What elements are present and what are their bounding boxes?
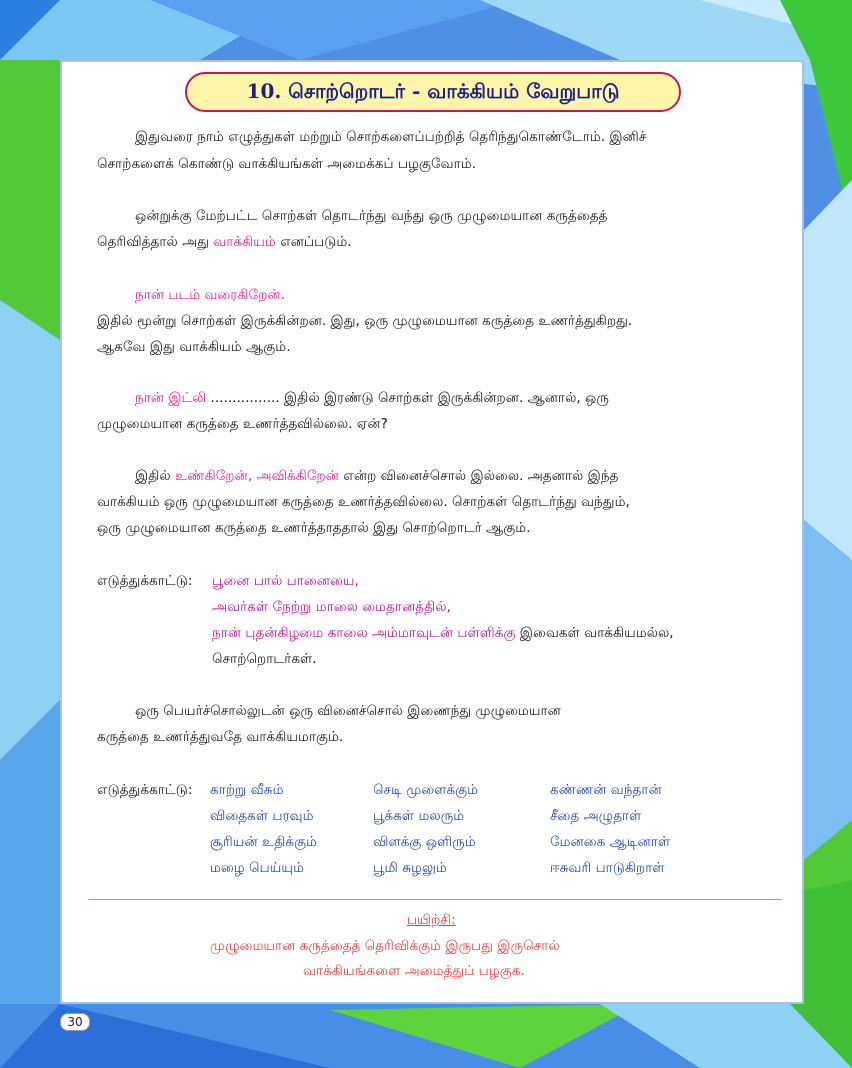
para2-text-b: எனப்படும். bbox=[275, 234, 352, 250]
sentence-c3-r4: ஈசுவரி பாடுகிறாள் bbox=[550, 860, 665, 876]
para4-line2: கருத்தை உணர்த்துவதே வாக்கியமாகும். bbox=[97, 729, 344, 745]
para3-line2: வாக்கியம் ஒரு முழுமையான கருத்தை உணர்த்தவில்லை. சொற்கள் தொடர்ந்து வந்தும், bbox=[97, 494, 630, 510]
sentence-c2-r3: விளக்கு ஒளிரும் bbox=[373, 834, 476, 850]
exercise-heading: பயிற்சி: bbox=[407, 912, 456, 928]
para3-line3: ஒரு முழுமையான கருத்தை உணர்த்தாததால் இது சொற்றொடர் ஆகும். bbox=[97, 520, 531, 536]
phrase-item-1: பூனை பால் பானையை, bbox=[212, 573, 359, 589]
para3-text-a: இதில் bbox=[135, 468, 175, 484]
sentence-c1-r1: காற்று வீசும் bbox=[210, 782, 284, 798]
para3-line1 bbox=[135, 467, 618, 485]
sentence-c2-r1: செடி முளைக்கும் bbox=[373, 782, 479, 798]
para1-line2: சொற்களைக் கொண்டு வாக்கியங்கள் அமைக்கப் பழகுவோம். bbox=[97, 156, 477, 172]
example1-line1: இதில் மூன்று சொற்கள் இருக்கின்றன. இது, ஒரு முழுமையான கருத்தை உணர்த்துகிறது. bbox=[97, 313, 633, 329]
sentence-c2-r4: பூமி சுழலும் bbox=[373, 860, 447, 876]
example2-rest: இதில் இரண்டு சொற்கள் இருக்கின்றன. ஆனால், ஒரு bbox=[284, 390, 610, 406]
exercise-line1: முழுமையான கருத்தைத் தெரிவிக்கும் இருபது இருசொல் bbox=[210, 938, 560, 954]
example2-line2: முழுமையான கருத்தை உணர்த்தவில்லை. ஏன்? bbox=[97, 416, 388, 432]
sentence-c3-r2: சீதை அழுதாள் bbox=[550, 808, 642, 824]
para2-line2 bbox=[97, 233, 352, 251]
phrase-item-2: அவர்கள் நேற்று மாலை மைதானத்தில், bbox=[212, 599, 451, 615]
phrase-item-4: சொற்றொடர்கள். bbox=[212, 651, 317, 667]
phrase-item-3-line bbox=[212, 624, 674, 642]
para4-line1: ஒரு பெயர்ச்சொல்லுடன் ஒரு வினைச்சொல் இணைந்து முழுமையான bbox=[135, 703, 561, 719]
sentence-c1-r4: மழை பெய்யும் bbox=[210, 860, 305, 876]
title-banner bbox=[185, 72, 681, 112]
page-number: 30 bbox=[60, 1013, 90, 1031]
para3-text-b: என்ற வினைச்சொல் இல்லை. அதனால் இந்த bbox=[338, 468, 619, 484]
example2-line1 bbox=[135, 389, 609, 407]
sentences-label: எடுத்துக்காட்டு: bbox=[97, 782, 193, 798]
phrase-item-3: நான் புதன்கிழமை காலை அம்மாவுடன் பள்ளிக்கு bbox=[212, 625, 516, 641]
sentence-c3-r3: மேனகை ஆடினாள் bbox=[550, 834, 671, 850]
para3-verbs: உண்கிறேன், அவிக்கிறேன் bbox=[174, 468, 339, 484]
example2-sentence: நான் இட்லி bbox=[135, 390, 207, 406]
example2-dots: ................ bbox=[206, 390, 284, 406]
sentence-c3-r1: கண்ணன் வந்தான் bbox=[550, 782, 662, 798]
para1-line1: இதுவரை நாம் எழுத்துகள் மற்றும் சொற்களைப்பற்றித் தெரிந்துகொண்டோம். இனிச் bbox=[135, 129, 647, 145]
para2-line1: ஒன்றுக்கு மேற்பட்ட சொற்கள் தொடர்ந்து வந்து ஒரு முழுமையான கருத்தைத் bbox=[135, 208, 608, 224]
phrases-label: எடுத்துக்காட்டு: bbox=[97, 573, 193, 589]
sentence-c1-r2: விதைகள் பரவும் bbox=[210, 808, 314, 824]
keyword-vakkiyam: வாக்கியம் bbox=[213, 234, 276, 250]
page-title: 10. சொற்றொடர் - வாக்கியம் வேறுபாடு bbox=[246, 78, 620, 103]
exercise-line2: வாக்கியங்களை அமைத்துப் பழகுக. bbox=[303, 963, 525, 979]
example1-sentence: நான் படம் வரைகிறேன். bbox=[135, 287, 285, 303]
sentence-c2-r2: பூக்கள் மலரும் bbox=[373, 808, 465, 824]
para2-text-a: தெரிவித்தால் அது bbox=[97, 234, 214, 250]
section-divider bbox=[88, 899, 782, 900]
example1-line2: ஆகவே இது வாக்கியம் ஆகும். bbox=[97, 339, 291, 355]
sentence-c1-r3: சூரியன் உதிக்கும் bbox=[210, 834, 318, 850]
phrase-item-3-suffix: இவைகள் வாக்கியமல்ல, bbox=[515, 625, 674, 641]
